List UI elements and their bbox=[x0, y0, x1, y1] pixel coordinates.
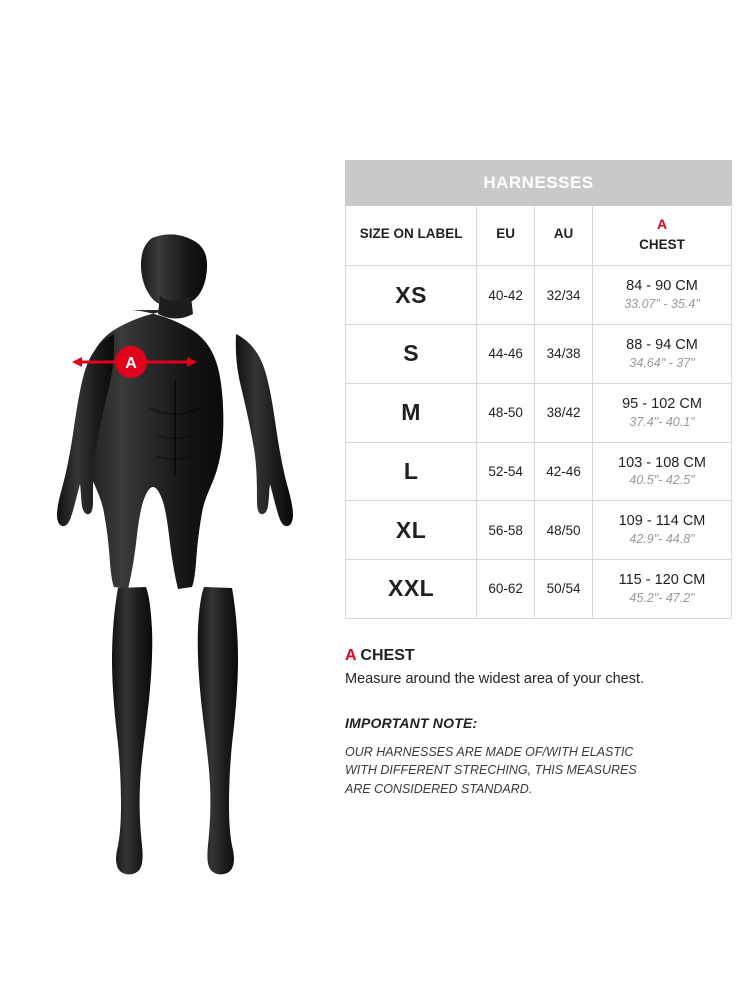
table-row bbox=[346, 501, 732, 560]
cell-chest-in: 40.5"- 42.5" bbox=[629, 473, 695, 488]
cell-chest bbox=[593, 559, 732, 618]
important-note-text: OUR HARNESSES ARE MADE OF/WITH ELASTIC WITH DIFFERENT STRECHING, THIS MEASURES ARE CONSIDERED STANDARD. bbox=[345, 745, 637, 796]
cell-chest bbox=[593, 266, 732, 325]
cell-size: M bbox=[346, 383, 477, 442]
figure-panel bbox=[0, 0, 345, 1000]
cell-eu: 60-62 bbox=[477, 559, 535, 618]
important-note-title: IMPORTANT NOTE: bbox=[345, 715, 478, 732]
table-title: HARNESSES bbox=[345, 160, 732, 206]
table-row bbox=[346, 266, 732, 325]
table-header-row bbox=[346, 206, 732, 266]
cell-chest-cm: 95 - 102 CM bbox=[622, 395, 702, 412]
table-row bbox=[346, 559, 732, 618]
header-eu: EU bbox=[477, 206, 535, 266]
cell-chest bbox=[593, 325, 732, 384]
cell-eu: 48-50 bbox=[477, 383, 535, 442]
cell-size: S bbox=[346, 325, 477, 384]
cell-chest bbox=[593, 442, 732, 501]
cell-au: 48/50 bbox=[535, 501, 593, 560]
chest-note-title: CHEST bbox=[360, 646, 415, 664]
cell-chest-in: 42.9"- 44.8" bbox=[629, 532, 695, 547]
cell-chest-cm: 115 - 120 CM bbox=[618, 571, 706, 588]
cell-eu: 44-46 bbox=[477, 325, 535, 384]
head-shape bbox=[141, 234, 207, 306]
header-chest bbox=[593, 206, 732, 266]
right-leg-shape bbox=[198, 587, 238, 874]
cell-au: 50/54 bbox=[535, 559, 593, 618]
cell-chest-cm: 84 - 90 CM bbox=[626, 278, 698, 295]
header-au: AU bbox=[535, 206, 593, 266]
cell-chest-in: 45.2"- 47.2" bbox=[629, 590, 695, 605]
table-row bbox=[346, 442, 732, 501]
cell-chest bbox=[593, 383, 732, 442]
size-table bbox=[345, 206, 732, 619]
cell-size: XL bbox=[346, 501, 477, 560]
cell-au: 38/42 bbox=[535, 383, 593, 442]
cell-chest-cm: 103 - 108 CM bbox=[618, 454, 706, 471]
chest-note-letter: A bbox=[345, 646, 356, 664]
size-chart-content bbox=[345, 160, 732, 798]
cell-chest-in: 34.64" - 37" bbox=[629, 355, 695, 370]
table-row bbox=[346, 325, 732, 384]
cell-chest-in: 33.07" - 35.4" bbox=[624, 297, 700, 312]
cell-chest-cm: 88 - 94 CM bbox=[626, 337, 698, 354]
cell-au: 34/38 bbox=[535, 325, 593, 384]
cell-au: 32/34 bbox=[535, 266, 593, 325]
chest-marker-letter: A bbox=[125, 355, 137, 372]
chest-note-text: Measure around the widest area of your chest. bbox=[345, 670, 645, 687]
header-size-on-label: SIZE ON LABEL bbox=[346, 206, 477, 266]
cell-eu: 52-54 bbox=[477, 442, 535, 501]
cell-size: XS bbox=[346, 266, 477, 325]
cell-eu: 40-42 bbox=[477, 266, 535, 325]
notes-section bbox=[345, 647, 675, 798]
cell-chest-in: 37.4"- 40.1" bbox=[629, 414, 695, 429]
cell-chest-cm: 109 - 114 CM bbox=[618, 513, 706, 530]
chest-marker-a bbox=[114, 345, 148, 379]
chest-note-heading bbox=[345, 647, 675, 665]
cell-eu: 56-58 bbox=[477, 501, 535, 560]
cell-size: L bbox=[346, 442, 477, 501]
right-arm-shape bbox=[236, 334, 293, 526]
mannequin-illustration bbox=[10, 230, 340, 890]
cell-au: 42-46 bbox=[535, 442, 593, 501]
header-chest-letter: A bbox=[656, 216, 668, 232]
table-row bbox=[346, 383, 732, 442]
left-leg-shape bbox=[112, 587, 152, 874]
header-chest-label: CHEST bbox=[639, 236, 685, 252]
cell-size: XXL bbox=[346, 559, 477, 618]
cell-chest bbox=[593, 501, 732, 560]
